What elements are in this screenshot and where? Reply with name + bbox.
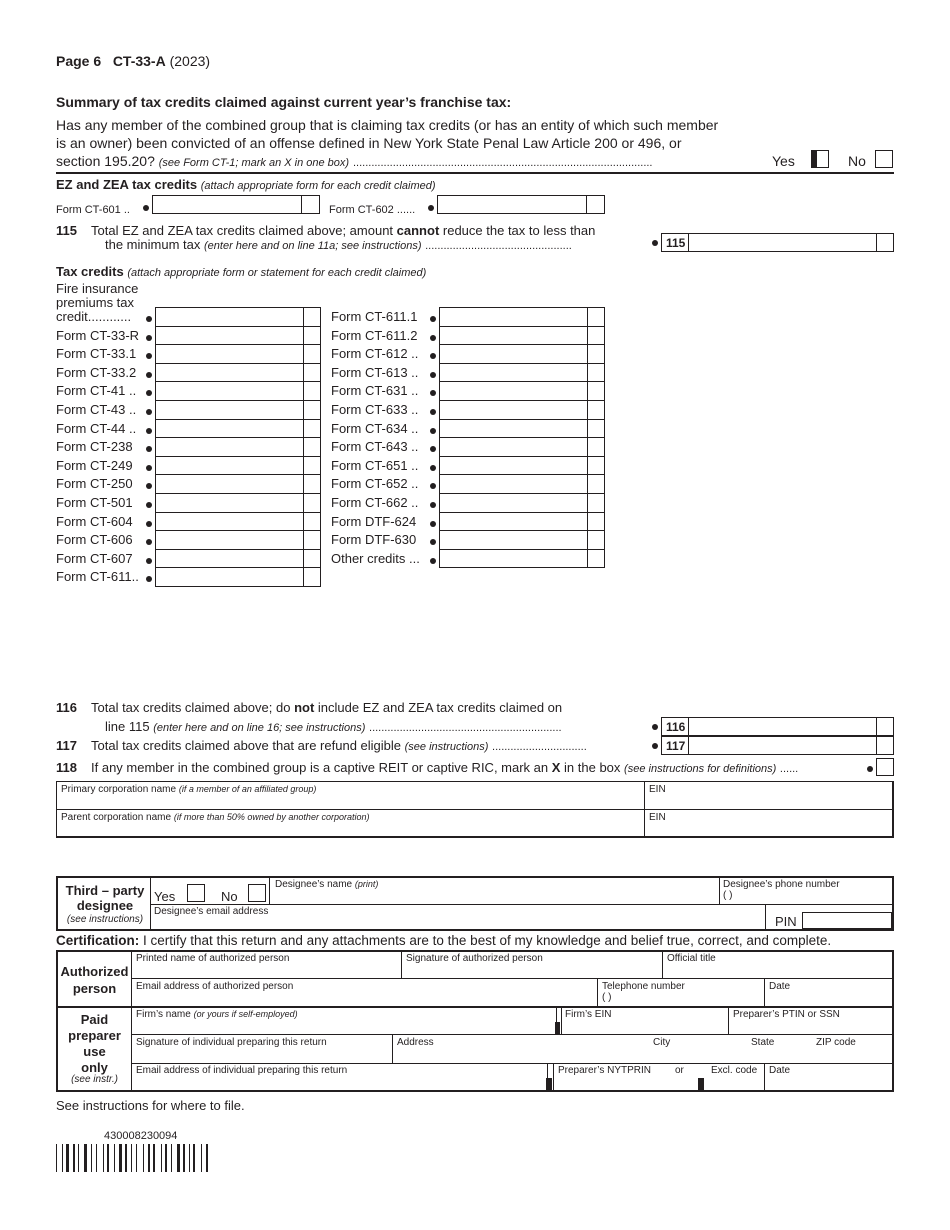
bullet-icon: [867, 766, 873, 772]
barcode-bar: [206, 1144, 208, 1172]
ptin-field[interactable]: Preparer’s PTIN or SSN: [733, 1009, 840, 1020]
line-118-number: 118: [56, 760, 77, 775]
credit-left-12-input[interactable]: [155, 549, 321, 569]
barcode-bar: [165, 1144, 167, 1172]
bullet-icon: [146, 521, 152, 527]
bullet-icon: [146, 372, 152, 378]
firm-ein-field[interactable]: Firm’s EIN: [565, 1009, 612, 1020]
ct602-input[interactable]: [437, 195, 605, 214]
barcode-bar: [189, 1144, 190, 1172]
credit-left-5-label: Form CT-44 ..: [56, 420, 137, 436]
credit-right-2-label: Form CT-612 ..: [331, 346, 419, 362]
yes-label: Yes: [772, 153, 795, 169]
form-year: (2023): [169, 53, 211, 69]
designee-name-field[interactable]: Designee’s name (print): [275, 879, 379, 890]
credit-left-13-input[interactable]: [155, 567, 321, 587]
barcode-bar: [161, 1144, 162, 1172]
no-label: No: [848, 153, 866, 169]
bullet-icon: [146, 483, 152, 489]
bullet-icon: [652, 724, 658, 730]
credit-right-1-input[interactable]: [439, 326, 605, 346]
excl-code-field[interactable]: Excl. code: [711, 1065, 758, 1076]
fire-insurance-credit-input[interactable]: [155, 307, 321, 327]
question-line-3: section 195.20? (see Form CT-1; mark an X in one box) ..................................................................................................: [56, 153, 653, 169]
designee-title: Third – party: [65, 883, 145, 898]
telephone-field[interactable]: Telephone number: [602, 981, 685, 992]
line-115-text: Total EZ and ZEA tax credits claimed above; amount cannot reduce the tax to less than: [91, 223, 596, 238]
credit-right-4-input[interactable]: [439, 381, 605, 401]
preparer-email-field[interactable]: Email address of individual preparing this return: [136, 1065, 348, 1076]
barcode-number: 430008230094: [104, 1130, 178, 1142]
preparer-date-field[interactable]: Date: [769, 1065, 791, 1076]
barcode-bar: [131, 1144, 132, 1172]
barcode-bar: [148, 1144, 150, 1172]
credit-left-4-input[interactable]: [155, 400, 321, 420]
line-115-input[interactable]: 115: [661, 233, 894, 252]
credit-left-5-input[interactable]: [155, 419, 321, 439]
bullet-icon: [146, 502, 152, 508]
barcode-bar: [84, 1144, 87, 1172]
credit-left-7-label: Form CT-249: [56, 457, 133, 473]
barcode-bar: [62, 1144, 63, 1172]
page-header: [56, 53, 210, 69]
bullet-icon: [652, 240, 658, 246]
credit-right-10-input[interactable]: [439, 493, 605, 513]
preparer-note: (see instr.): [71, 1074, 118, 1085]
authorized-title: Authorized: [60, 964, 129, 979]
or-label: or: [675, 1065, 684, 1076]
credit-left-13-label: Form CT-611..: [56, 569, 139, 585]
barcode-bar: [56, 1144, 57, 1172]
credit-left-3-input[interactable]: [155, 381, 321, 401]
form-id: CT-33-A: [112, 53, 166, 69]
bullet-icon: [430, 465, 436, 471]
barcode-bar: [143, 1144, 144, 1172]
credits-title: Tax credits (attach appropriate form or statement for each credit claimed): [56, 264, 427, 279]
credit-left-1-input[interactable]: [155, 344, 321, 364]
barcode-bar: [78, 1144, 79, 1172]
credit-left-10-input[interactable]: [155, 512, 321, 532]
credit-left-2-label: Form CT-33.2: [56, 364, 137, 380]
bullet-icon: [146, 428, 152, 434]
page-number: Page 6: [56, 53, 102, 69]
credit-left-8-label: Form CT-250: [56, 476, 133, 492]
designee-phone-parens: ( ): [723, 890, 733, 901]
bullet-icon: [430, 539, 436, 545]
barcode-bar: [201, 1144, 202, 1172]
yes-checkbox[interactable]: [811, 150, 829, 168]
credit-right-0-label: Form CT-611.1: [331, 309, 418, 324]
captive-reit-checkbox[interactable]: [876, 758, 894, 776]
credit-right-11-label: Form DTF-624: [331, 513, 417, 529]
corporation-table: [56, 781, 894, 838]
credit-left-0-input[interactable]: [155, 326, 321, 346]
barcode-bar: [193, 1144, 195, 1172]
telephone-parens: ( ): [602, 992, 612, 1003]
bullet-icon: [143, 205, 149, 211]
where-to-file: See instructions for where to file.: [56, 1098, 245, 1113]
marker-block: [698, 1078, 704, 1090]
credit-left-1-label: Form CT-33.1: [56, 346, 137, 362]
address-field[interactable]: Address: [397, 1037, 434, 1048]
bullet-icon: [146, 558, 152, 564]
no-checkbox[interactable]: [875, 150, 893, 168]
bullet-icon: [428, 205, 434, 211]
designee-no-label: No: [221, 889, 238, 904]
designee-no-checkbox[interactable]: [248, 884, 266, 902]
credit-right-5-label: Form CT-633 ..: [331, 402, 419, 417]
credit-right-6-input[interactable]: [439, 419, 605, 439]
bullet-icon: [146, 576, 152, 582]
bullet-icon: [146, 465, 152, 471]
barcode-bar: [119, 1144, 122, 1172]
barcode-bar: [103, 1144, 104, 1172]
line-116-text: Total tax credits claimed above; do not include EZ and ZEA tax credits claimed on: [91, 700, 563, 715]
marker-block: [555, 1022, 560, 1034]
barcode-bar: [183, 1144, 185, 1172]
credit-right-3-input[interactable]: [439, 363, 605, 383]
credit-left-9-input[interactable]: [155, 493, 321, 513]
credit-right-8-label: Form CT-651 ..: [331, 457, 419, 473]
line-117-text: Total tax credits claimed above that are refund eligible (see instructions) ...............................: [91, 738, 587, 753]
credit-right-6-label: Form CT-634 ..: [331, 420, 419, 436]
ct602-label: Form CT-602 ......: [329, 204, 416, 216]
summary-title: Summary of tax credits claimed against current year’s franchise tax:: [56, 94, 512, 110]
bullet-icon: [430, 372, 436, 378]
city-label: City: [653, 1037, 671, 1048]
credit-right-2-input[interactable]: [439, 344, 605, 364]
pin-input[interactable]: [802, 912, 892, 929]
firm-name-field[interactable]: Firm’s name (or yours if self-employed): [136, 1009, 298, 1020]
bullet-icon: [430, 390, 436, 396]
credit-right-4-label: Form CT-631 ..: [331, 383, 419, 399]
pin-label: PIN: [775, 914, 797, 929]
credit-left-12-label: Form CT-607: [56, 550, 133, 566]
barcode-bar: [171, 1144, 172, 1172]
credit-right-7-label: Form CT-643 ..: [331, 439, 419, 455]
credit-right-8-input[interactable]: [439, 456, 605, 476]
barcode-bar: [136, 1144, 137, 1172]
preparer-title-2: preparer: [68, 1028, 121, 1043]
line-115-text-2: the minimum tax (enter here and on line 11a; see instructions) ................................................: [105, 237, 572, 252]
parent-ein-field[interactable]: EIN: [649, 812, 666, 823]
ez-title: EZ and ZEA tax credits (attach appropriate form for each credit claimed): [56, 177, 436, 192]
credit-right-0-input[interactable]: [439, 307, 605, 327]
line-116-input[interactable]: 116: [661, 717, 894, 736]
credit-right-1-label: Form CT-611.2: [331, 327, 418, 343]
preparer-title-3: use: [83, 1044, 106, 1059]
ct601-input[interactable]: [152, 195, 320, 214]
certification: Certification: I certify that this return and any attachments are to the best of my knowledge and belief true, correct, and complete.: [56, 933, 832, 948]
parent-corp-name-field[interactable]: Parent corporation name (if more than 50% owned by another corporation): [61, 812, 370, 823]
bullet-icon: [430, 483, 436, 489]
credit-left-4-label: Form CT-43 ..: [56, 402, 137, 417]
credit-right-11-input[interactable]: [439, 512, 605, 532]
authorized-signature-field[interactable]: Signature of authorized person: [406, 953, 543, 964]
divider: [56, 172, 894, 174]
primary-ein-field[interactable]: EIN: [649, 784, 666, 795]
line-118-text: If any member in the combined group is a captive REIT or captive RIC, mark an X in the box (see instructions for definitions) ......: [91, 760, 799, 775]
credit-right-10-label: Form CT-662 ..: [331, 495, 419, 510]
credit-left-11-input[interactable]: [155, 530, 321, 550]
barcode-bar: [91, 1144, 92, 1172]
credit-left-10-label: Form CT-604: [56, 513, 133, 529]
bullet-icon: [146, 335, 152, 341]
state-label: State: [751, 1037, 775, 1048]
marker-block: [546, 1078, 552, 1090]
credit-right-12-label: Form DTF-630: [331, 532, 417, 548]
zip-label: ZIP code: [816, 1037, 856, 1048]
signature-section: [56, 950, 894, 1092]
credit-right-3-label: Form CT-613 ..: [331, 364, 419, 380]
bullet-icon: [146, 390, 152, 396]
credit-left-6-input[interactable]: [155, 437, 321, 457]
barcode-bar: [66, 1144, 69, 1172]
bullet-icon: [146, 316, 152, 322]
primary-corp-name-field[interactable]: Primary corporation name (if a member of an affiliated group): [61, 784, 317, 795]
credit-right-9-input[interactable]: [439, 474, 605, 494]
credit-right-5-input[interactable]: [439, 400, 605, 420]
credit-left-6-label: Form CT-238: [56, 439, 133, 455]
bullet-icon: [430, 446, 436, 452]
credit-left-2-input[interactable]: [155, 363, 321, 383]
authorized-title-2: person: [72, 981, 117, 996]
line-116-number: 116: [56, 700, 77, 715]
bullet-icon: [146, 409, 152, 415]
bullet-icon: [430, 353, 436, 359]
printed-name-field[interactable]: Printed name of authorized person: [136, 953, 290, 964]
preparer-title: Paid: [80, 1012, 109, 1027]
authorized-email-field[interactable]: Email address of authorized person: [136, 981, 294, 992]
designee-yes-label: Yes: [154, 889, 176, 904]
designee-email-field[interactable]: Designee’s email address: [154, 906, 269, 917]
designee-note: (see instructions): [66, 914, 144, 925]
credit-left-7-input[interactable]: [155, 456, 321, 476]
credit-left-0-label: Form CT-33-R: [56, 327, 140, 343]
authorized-date-field[interactable]: Date: [769, 981, 791, 992]
line-117-input[interactable]: 117: [661, 736, 894, 755]
fire-insurance-label: Fire insurance premiums tax credit............: [56, 281, 139, 324]
credit-left-3-label: Form CT-41 ..: [56, 383, 137, 399]
bullet-icon: [430, 428, 436, 434]
designee-section: [56, 876, 894, 931]
bullet-icon: [430, 558, 436, 564]
line-117-number: 117: [56, 738, 77, 753]
credit-right-13-label: Other credits ...: [331, 550, 420, 566]
bullet-icon: [430, 316, 436, 322]
designee-yes-checkbox[interactable]: [187, 884, 205, 902]
question-line-1: Has any member of the combined group that is claiming tax credits (or has an entity of which such member: [56, 117, 719, 133]
bullet-icon: [430, 521, 436, 527]
credit-left-8-input[interactable]: [155, 474, 321, 494]
bullet-icon: [430, 502, 436, 508]
preparer-signature-field[interactable]: Signature of individual preparing this return: [136, 1037, 327, 1048]
bullet-icon: [146, 353, 152, 359]
barcode-bar: [177, 1144, 180, 1172]
credit-left-9-label: Form CT-501: [56, 495, 133, 510]
barcode: [56, 1144, 241, 1172]
question-line-2: is an owner) been convicted of an offense defined in New York State Penal Law Article 200 or 496, or: [56, 135, 682, 151]
barcode-bar: [73, 1144, 75, 1172]
credit-right-12-input[interactable]: [439, 530, 605, 550]
bullet-icon: [146, 446, 152, 452]
nytprin-field[interactable]: Preparer’s NYTPRIN: [558, 1065, 651, 1076]
bullet-icon: [430, 335, 436, 341]
barcode-bar: [107, 1144, 109, 1172]
barcode-bar: [96, 1144, 97, 1172]
bullet-icon: [146, 539, 152, 545]
barcode-bar: [153, 1144, 155, 1172]
barcode-bar: [114, 1144, 115, 1172]
ct601-label: Form CT-601 ..: [56, 204, 130, 216]
line-116-text-2: line 115 (enter here and on line 16; see instructions) ...............................................................: [105, 719, 562, 734]
preparer-title-4: only: [81, 1060, 108, 1075]
credit-left-11-label: Form CT-606: [56, 532, 133, 548]
credit-right-7-input[interactable]: [439, 437, 605, 457]
line-115-number: 115: [56, 223, 77, 238]
designee-phone-field[interactable]: Designee’s phone number: [723, 879, 840, 890]
barcode-bar: [125, 1144, 127, 1172]
official-title-field[interactable]: Official title: [667, 953, 716, 964]
bullet-icon: [652, 743, 658, 749]
designee-title-2: designee: [76, 898, 134, 913]
credit-right-13-input[interactable]: [439, 549, 605, 569]
bullet-icon: [430, 409, 436, 415]
credit-right-9-label: Form CT-652 ..: [331, 476, 419, 492]
